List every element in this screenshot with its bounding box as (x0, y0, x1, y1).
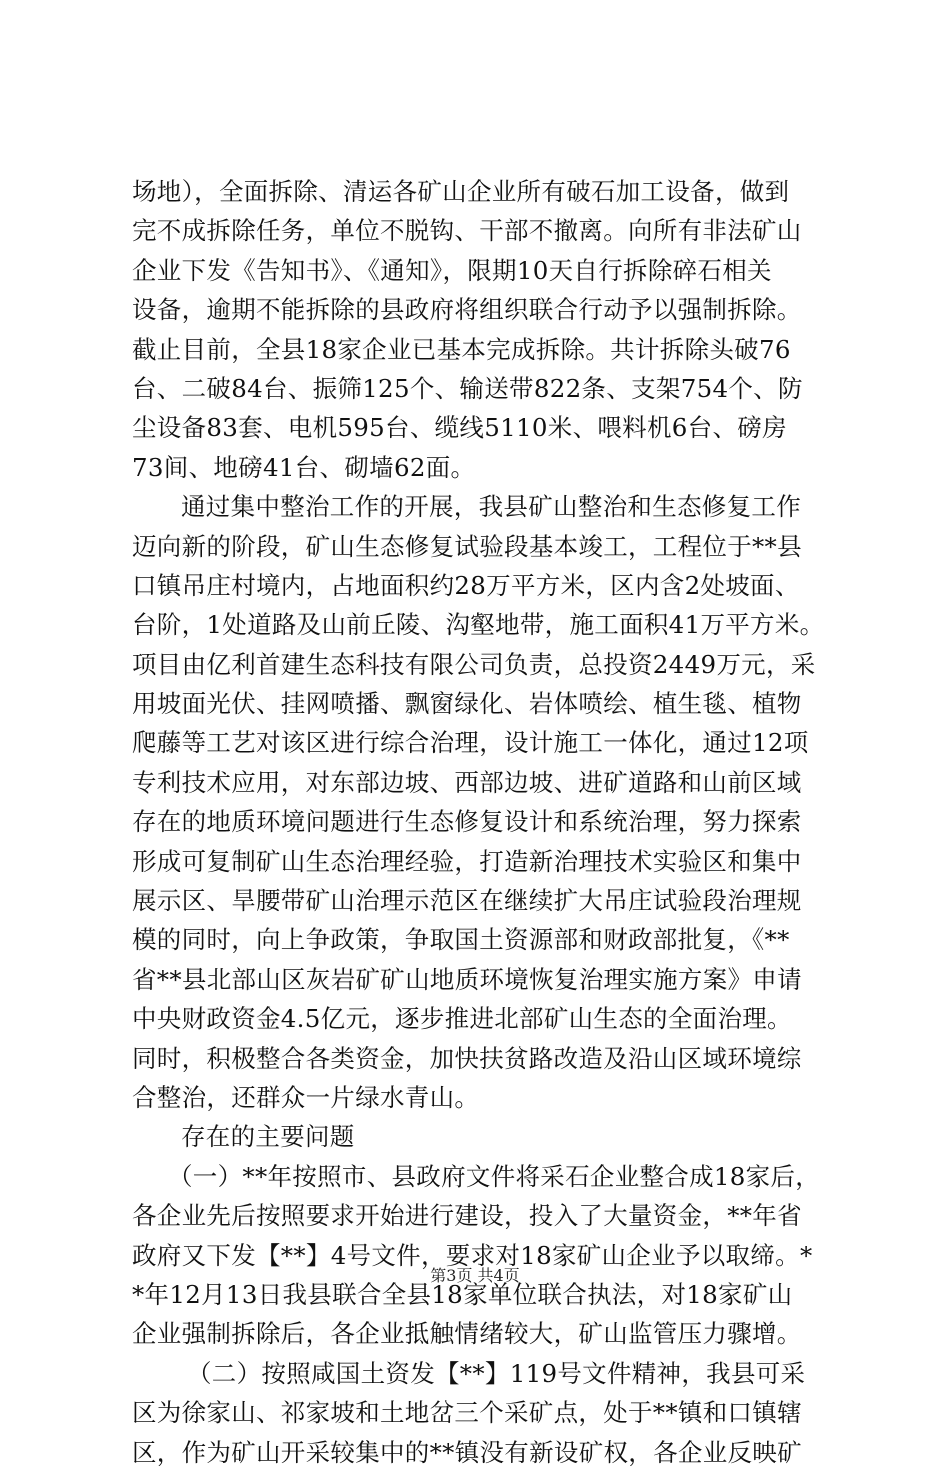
text-line: 各企业先后按照要求开始进行建设，投入了大量资金，**年省 (132, 1201, 802, 1231)
text-line: 模的同时，向上争政策，争取国土资源部和财政部批复，《** (132, 925, 790, 955)
text-line: 爬藤等工艺对该区进行综合治理，设计施工一体化，通过12项 (132, 728, 809, 758)
text-line: 台、二破84台、振筛125个、输送带822条、支架754个、防 (132, 373, 803, 403)
text-line: 口镇吊庄村境内，占地面积约28万平方米，区内含2处坡面、 (132, 570, 800, 600)
text-line: 73间、地磅41台、砌墙62面。 (132, 452, 476, 482)
text-line: 设备，逾期不能拆除的县政府将组织联合行动予以强制拆除。 (132, 295, 802, 325)
text-line: *年12月13日我县联合全县18家单位联合执法，对18家矿山 (132, 1279, 793, 1309)
text-line: 区为徐家山、祁家坡和土地岔三个采矿点，处于**镇和口镇辖 (132, 1398, 802, 1428)
text-line: 项目由亿利首建生态科技有限公司负责，总投资2449万元，采 (132, 649, 816, 679)
text-line: 完不成拆除任务，单位不脱钩、干部不撤离。向所有非法矿山 (132, 216, 802, 246)
text-line: 企业下发《告知书》、《通知》，限期10天自行拆除碎石相关 (132, 255, 772, 285)
text-line: 形成可复制矿山生态治理经验，打造新治理技术实验区和集中 (132, 846, 802, 876)
text-line: 省**县北部山区灰岩矿矿山地质环境恢复治理实施方案》申请 (132, 964, 802, 994)
text-line: 同时，积极整合各类资金，加快扶贫路改造及沿山区域环境综 (132, 1043, 802, 1073)
text-line: 政府又下发【**】4号文件，要求对18家矿山企业予以取缔。* (132, 1240, 813, 1270)
text-line: 合整治，还群众一片绿水青山。 (132, 1082, 480, 1112)
text-line: 企业强制拆除后，各企业抵触情绪较大，矿山监管压力骤增。 (132, 1319, 802, 1349)
paragraph-start-line: 通过集中整治工作的开展，我县矿山整治和生态修复工作 (181, 492, 801, 522)
text-line: 存在的地质环境问题进行生态修复设计和系统治理，努力探索 (132, 807, 802, 837)
text-line: 迈向新的阶段，矿山生态修复试验段基本竣工，工程位于**县 (132, 531, 802, 561)
paragraph-start-line: （二）按照咸国土资发【**】119号文件精神，我县可采 (187, 1358, 806, 1388)
text-line: 场地），全面拆除、清运各矿山企业所有破石加工设备，做到 (132, 177, 790, 206)
paragraph-start-line: （一）**年按照市、县政府文件将采石企业整合成18家后， (168, 1161, 821, 1191)
section-heading: 存在的主要问题 (181, 1122, 355, 1152)
text-line: 尘设备83套、电机595台、缆线5110米、喂料机6台、磅房 (132, 413, 787, 443)
text-line: 截止目前，全县18家企业已基本完成拆除。共计拆除头破76 (132, 334, 791, 364)
text-line: 专利技术应用，对东部边坡、西部边坡、进矿道路和山前区域 (132, 767, 802, 797)
text-line: 用坡面光伏、挂网喷播、飘窗绿化、岩体喷绘、植生毯、植物 (132, 689, 802, 719)
text-line: 台阶，1处道路及山前丘陵、沟壑地带，施工面积41万平方米。 (132, 610, 825, 640)
text-line: 展示区、旱腰带矿山治理示范区在继续扩大吊庄试验段治理规 (132, 886, 802, 916)
text-line: 区，作为矿山开采较集中的**镇没有新设矿权，各企业反映矿 (132, 1437, 802, 1467)
page-number-footer: 第3页 共4页 (430, 1266, 520, 1285)
text-line: 中央财政资金4.5亿元，逐步推进北部矿山生态的全面治理。 (132, 1004, 792, 1034)
